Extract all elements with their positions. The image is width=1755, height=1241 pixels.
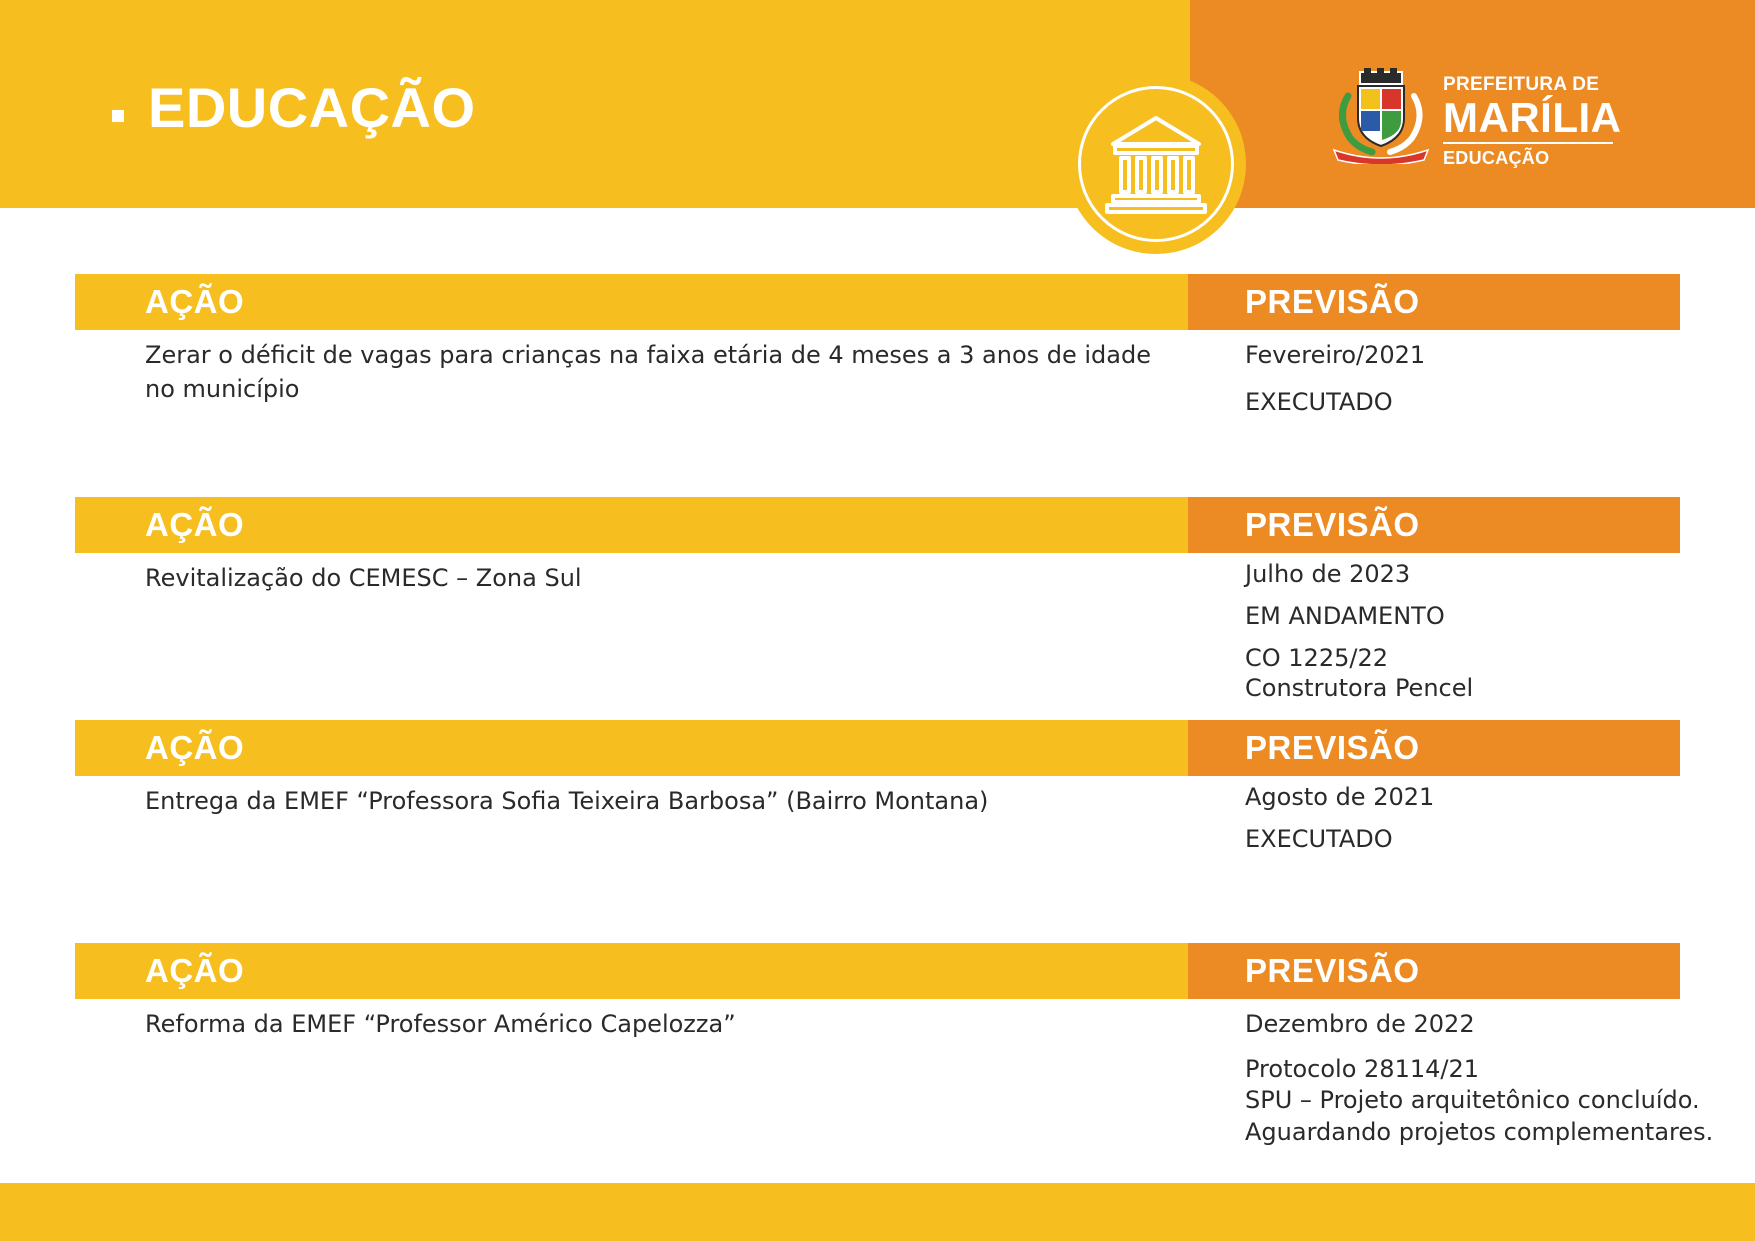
forecast-status: EXECUTADO bbox=[1245, 388, 1393, 416]
logo-line-department: EDUCAÇÃO bbox=[1443, 148, 1550, 168]
forecast-label: PREVISÃO bbox=[1245, 952, 1420, 989]
forecast-status: EXECUTADO bbox=[1245, 825, 1393, 853]
forecast-date: Dezembro de 2022 bbox=[1245, 1010, 1475, 1038]
action-description: Zerar o déficit de vagas para crianças na faixa etária de 4 meses a 3 anos de idade no município bbox=[145, 341, 1151, 403]
action-description: Entrega da EMEF “Professora Sofia Teixeira Barbosa” (Bairro Montana) bbox=[145, 787, 989, 815]
forecast-label: PREVISÃO bbox=[1245, 729, 1420, 766]
forecast-detail: SPU – Projeto arquitetônico concluído. bbox=[1245, 1086, 1700, 1114]
forecast-detail: CO 1225/22 bbox=[1245, 644, 1388, 672]
action-label: AÇÃO bbox=[145, 952, 245, 989]
forecast-status: EM ANDAMENTO bbox=[1245, 602, 1445, 630]
action-description: Reforma da EMEF “Professor Américo Capelozza” bbox=[145, 1010, 736, 1038]
page-title: EDUCAÇÃO bbox=[148, 75, 476, 139]
prefeitura-logo bbox=[1328, 66, 1628, 176]
logo-text bbox=[1443, 74, 1621, 168]
title-bullet bbox=[112, 110, 124, 122]
forecast-detail: Aguardando projetos complementares. bbox=[1245, 1118, 1714, 1146]
logo-line-prefeitura: PREFEITURA DE bbox=[1443, 74, 1600, 95]
footer-band bbox=[0, 1183, 1755, 1241]
forecast-label: PREVISÃO bbox=[1245, 283, 1420, 320]
action-label: AÇÃO bbox=[145, 283, 245, 320]
action-section bbox=[75, 497, 1680, 712]
section-header-bar bbox=[75, 720, 1680, 776]
government-building-icon bbox=[1103, 112, 1209, 216]
section-header-bar bbox=[75, 497, 1680, 553]
forecast-detail: Construtora Pencel bbox=[1245, 674, 1474, 702]
section-header-bar bbox=[75, 274, 1680, 330]
action-label: AÇÃO bbox=[145, 729, 245, 766]
action-section bbox=[75, 720, 1680, 900]
forecast-label: PREVISÃO bbox=[1245, 506, 1420, 543]
forecast-date: Agosto de 2021 bbox=[1245, 783, 1435, 811]
logo-divider bbox=[1443, 142, 1613, 144]
page-title-group bbox=[112, 72, 476, 142]
municipal-coat-of-arms-icon bbox=[1328, 66, 1434, 164]
action-section bbox=[75, 943, 1714, 1153]
forecast-date: Julho de 2023 bbox=[1245, 560, 1411, 588]
forecast-date: Fevereiro/2021 bbox=[1245, 341, 1426, 369]
action-section bbox=[75, 274, 1680, 454]
action-label: AÇÃO bbox=[145, 506, 245, 543]
emblem-badge bbox=[1066, 74, 1246, 254]
forecast-detail: Protocolo 28114/21 bbox=[1245, 1055, 1479, 1083]
action-description: Revitalização do CEMESC – Zona Sul bbox=[145, 564, 582, 592]
section-header-bar bbox=[75, 943, 1680, 999]
logo-line-city: MARÍLIA bbox=[1443, 94, 1622, 141]
